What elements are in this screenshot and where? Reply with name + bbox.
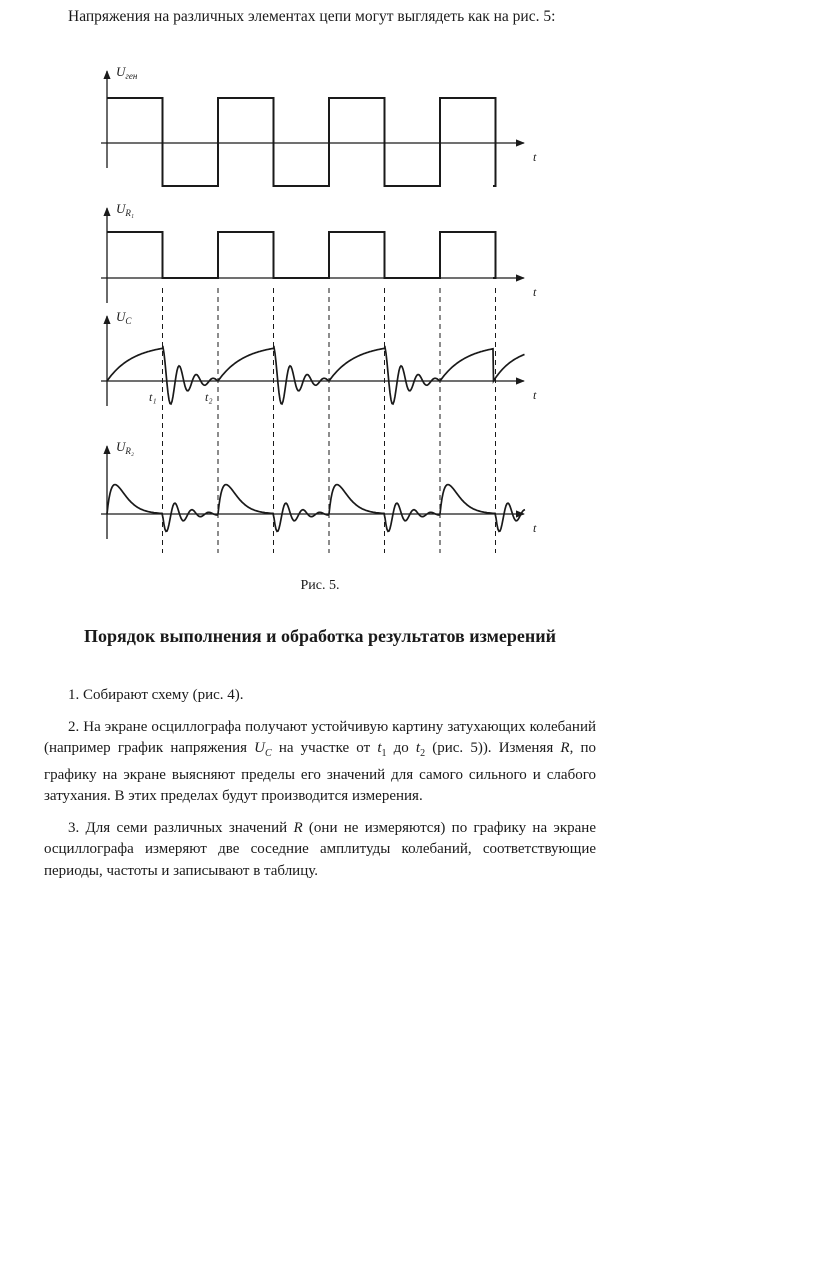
step-3 bbox=[44, 818, 596, 883]
step-2-text-a: 2. На экране осциллографа получают устойчивую картину затухающих колебаний (например график напряжения bbox=[44, 718, 596, 756]
steps-list bbox=[44, 685, 596, 892]
waveform-u-r2 bbox=[107, 485, 525, 532]
panel-label-3: $U_C$ bbox=[116, 309, 132, 326]
var-t2: t bbox=[415, 740, 421, 756]
t-axis-label-1: t bbox=[533, 150, 537, 164]
step-3-text-b: (они не измеряются) по графику на экране осциллографа измеряют две соседние амплитуды колебаний, соответствующие периоды, частоты и записывают в таблицу. bbox=[44, 819, 596, 879]
panel-label-2: $U_{R_1}$ bbox=[116, 201, 135, 218]
step-2-text-c: до bbox=[386, 740, 416, 756]
waveforms-layer bbox=[107, 98, 525, 531]
step-2-text-d: (рис. 5)). Изменяя bbox=[425, 740, 561, 756]
var-u: U bbox=[254, 740, 266, 756]
marker-t2: t₂ bbox=[205, 390, 213, 404]
panel-label-4: $U_{R_2}$ bbox=[116, 439, 135, 456]
var-t2-sub: 2 bbox=[420, 748, 426, 759]
waveform-u-gen bbox=[107, 98, 496, 186]
step-2-text-e: , по графику на экране выясняют пределы его значений для самого сильного и слабого затухания. В этих пределах будут производится измерения. bbox=[44, 740, 596, 804]
var-t1: t bbox=[377, 740, 382, 756]
step-2-text-b: на участке от bbox=[271, 740, 378, 756]
labels-layer bbox=[116, 64, 537, 535]
var-r: R bbox=[293, 819, 303, 836]
waveform-u-r1 bbox=[107, 232, 496, 278]
oscillogram-figure bbox=[88, 58, 548, 568]
marker-t1: t₁ bbox=[149, 390, 157, 404]
t-axis-label-3: t bbox=[533, 388, 537, 402]
var-u-sub: C bbox=[265, 748, 272, 759]
section-title: Порядок выполнения и обработка результатов измерений bbox=[84, 626, 556, 646]
t-axis-label-2: t bbox=[533, 285, 537, 299]
var-r: R bbox=[560, 740, 570, 756]
var-t1-sub: 1 bbox=[381, 748, 387, 759]
figure-caption: Рис. 5. bbox=[300, 578, 340, 593]
step-1-text: 1. Собирают схему (рис. 4). bbox=[68, 687, 244, 703]
step-2 bbox=[44, 717, 596, 808]
step-1 bbox=[44, 685, 596, 707]
intro-paragraph: Напряжения на различных элементах цепи могут выглядеть как на рис. 5: bbox=[68, 8, 556, 25]
step-3-text-a: 3. Для семи различных значений bbox=[68, 819, 294, 836]
waveform-u-c bbox=[107, 347, 525, 404]
panel-label-1: $U_{ген}$ bbox=[116, 64, 138, 81]
t-axis-label-4: t bbox=[533, 521, 537, 535]
axes-layer bbox=[101, 71, 524, 539]
